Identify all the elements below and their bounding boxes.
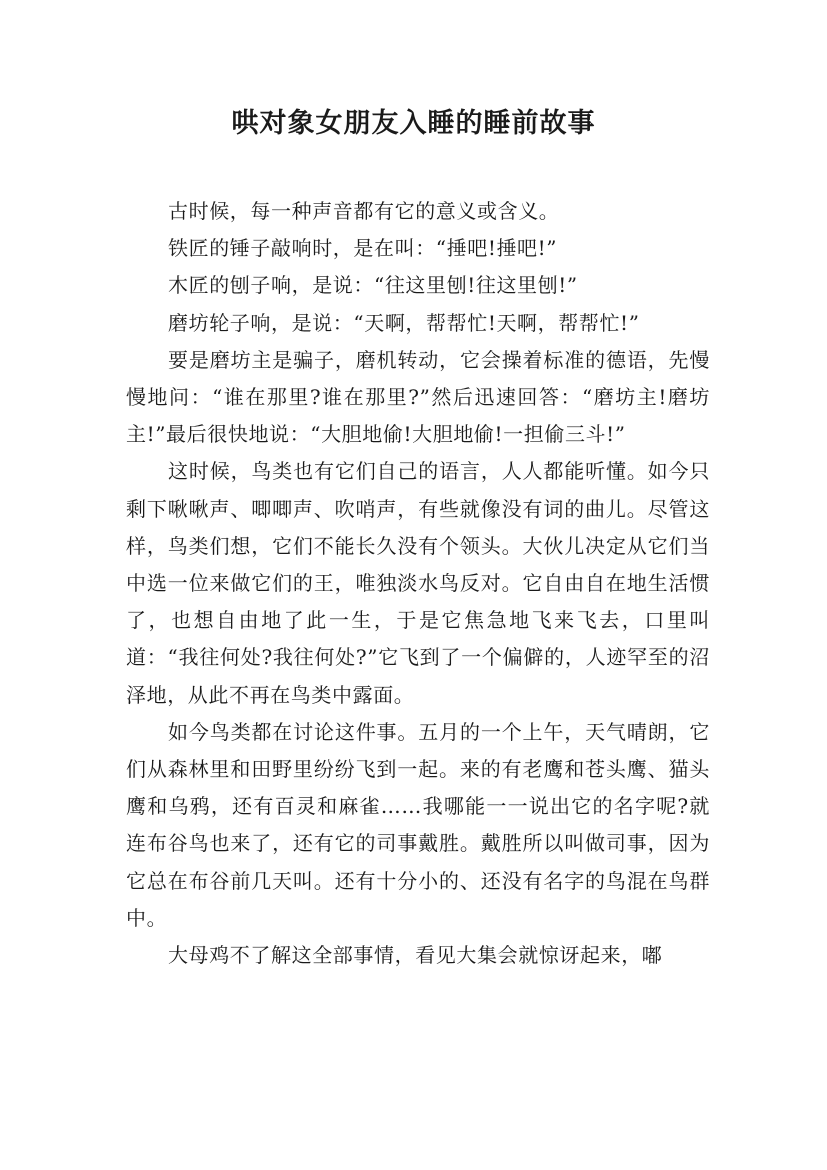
paragraph: 要是磨坊主是骗子，磨机转动，它会操着标准的德语，先慢慢地问：“谁在那里?谁在那里?”然后迅速回答：“磨坊主!磨坊主!”最后很快地说：“大胆地偷!大胆地偷!一担偷三斗!”	[126, 347, 710, 447]
paragraph: 磨坊轮子响，是说：“天啊，帮帮忙!天啊，帮帮忙!”	[168, 310, 640, 335]
paragraph: 这时候，鸟类也有它们自己的语言，人人都能听懂。如今只剩下啾啾声、唧唧声、吹哨声，有些就像没有词的曲儿。尽管这样，鸟类们想，它们不能长久没有个领头。大伙儿决定从它们当中选一位来做它们的王，唯独淡水鸟反对。它自由自在地生活惯了，也想自由地了此一生，于是它焦急地飞来飞去，口里叫道：“我往何处?我往何处?”它飞到了一个偏僻的，人迹罕至的沼泽地，从此不再在鸟类中露面。	[126, 459, 710, 707]
paragraph: 如今鸟类都在讨论这件事。五月的一个上午，天气晴朗，它们从森林里和田野里纷纷飞到一起。来的有老鹰和苍头鹰、猫头鹰和乌鸦，还有百灵和麻雀……我哪能一一说出它的名字呢?就连布谷鸟也来了，还有它的司事戴胜。戴胜所以叫做司事，因为它总在布谷前几天叫。还有十分小的、还没有名字的鸟混在鸟群中。	[126, 719, 710, 930]
paragraph: 木匠的刨子响，是说：“往这里刨!往这里刨!”	[168, 273, 578, 298]
paragraph: 古时候，每一种声音都有它的意义或含义。	[168, 199, 560, 223]
paragraph: 大母鸡不了解这全部事情，看见大集会就惊讶起来，嘟	[168, 943, 663, 968]
document-body	[126, 193, 710, 974]
document-title: 哄对象女朋友入睡的睡前故事	[231, 108, 596, 139]
paragraph: 铁匠的锤子敲响时，是在叫：“捶吧!捶吧!”	[168, 236, 558, 261]
